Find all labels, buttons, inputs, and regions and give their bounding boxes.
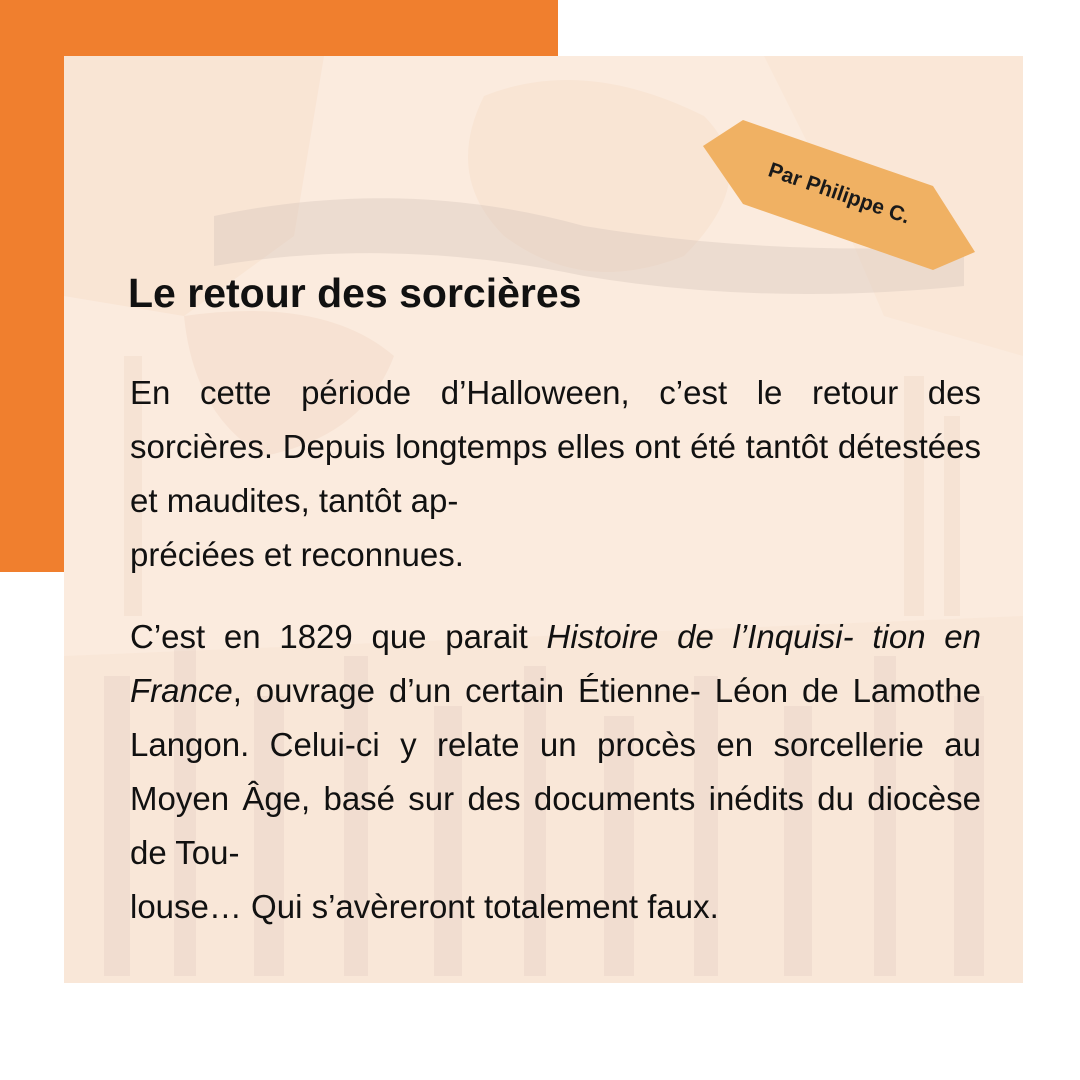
paragraph-line: En cette période d’Halloween, c’est le retour <box>130 374 899 411</box>
book-title: Histoire de l’Inquisi- <box>546 618 854 655</box>
article-title: Le retour des sorcières <box>128 270 582 316</box>
author-name: Par Philippe C. <box>765 158 913 229</box>
paragraph-line: été tantôt détestées et maudites, tantôt ap- <box>130 428 981 519</box>
author-badge <box>703 118 975 270</box>
paragraph-line: louse… Qui s’avèreront totalement faux. <box>130 888 719 925</box>
paragraph-line: Léon de Lamothe Langon. Celui-ci y relate un <box>130 672 981 763</box>
paragraph-line: procès en sorcellerie au Moyen Âge, basé sur <box>130 726 981 817</box>
paragraph-line: des sorcières. Depuis longtemps elles ont <box>130 374 981 465</box>
paragraph-line: des documents inédits du diocèse de Tou- <box>130 780 981 871</box>
book-title: tion en France <box>130 618 981 709</box>
paragraph-line: , ouvrage d’un certain Étienne- <box>232 672 701 709</box>
paragraph-line: C’est en 1829 que parait <box>130 618 547 655</box>
paragraph-history <box>130 610 981 934</box>
paragraph-line: préciées et reconnues. <box>130 536 464 573</box>
paragraph-intro <box>130 366 981 582</box>
